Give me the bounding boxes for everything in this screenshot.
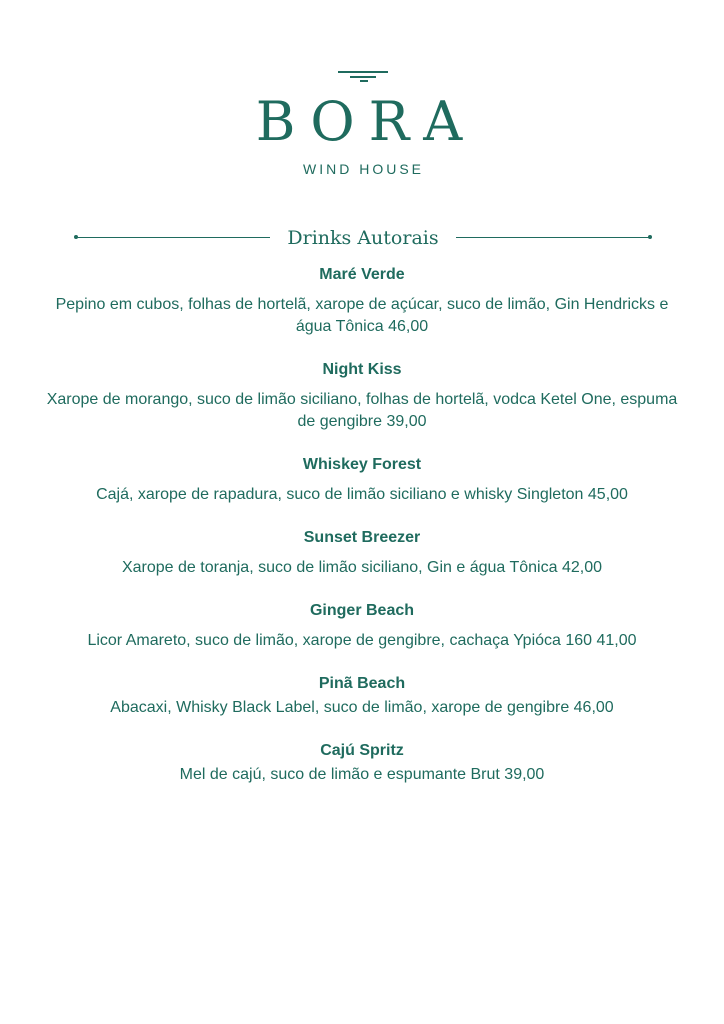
item-description: Cajá, xarope de rapadura, suco de limão siciliano e whisky Singleton 45,00 bbox=[96, 486, 628, 503]
item-description: Abacaxi, Whisky Black Label, suco de limão, xarope de gengibre 46,00 bbox=[110, 699, 614, 716]
item-description: Licor Amareto, suco de limão, xarope de gengibre, cachaça Ypióca 160 41,00 bbox=[87, 632, 637, 649]
section-header bbox=[74, 224, 652, 252]
menu-item-ginger-beach bbox=[40, 600, 684, 652]
item-name: Whiskey Forest bbox=[302, 456, 422, 473]
divider-line-right bbox=[456, 237, 650, 238]
menu-item-caju-spritz bbox=[40, 740, 684, 786]
item-name: Night Kiss bbox=[322, 361, 402, 378]
item-description: Mel de cajú, suco de limão e espumante Brut 39,00 bbox=[179, 766, 545, 783]
wind-lines-icon bbox=[336, 70, 390, 82]
item-description: Xarope de morango, suco de limão siciliano, folhas de hortelã, vodca Ketel One, espuma de gengibre 39,00 bbox=[46, 391, 678, 430]
item-name: Ginger Beach bbox=[309, 602, 415, 619]
item-name: Pinã Beach bbox=[318, 675, 406, 692]
brand-name: BORA bbox=[255, 90, 477, 153]
brand-logo bbox=[0, 0, 724, 190]
divider-dot-right bbox=[648, 235, 652, 239]
item-name: Sunset Breezer bbox=[303, 529, 421, 546]
section-title: Drinks Autorais bbox=[287, 227, 439, 249]
menu-item-night-kiss bbox=[40, 359, 684, 433]
brand-subtitle: WIND HOUSE bbox=[303, 161, 424, 177]
menu-item-mare-verde bbox=[40, 264, 684, 338]
menu-item-sunset-breezer bbox=[40, 527, 684, 579]
menu-item-whiskey-forest bbox=[40, 454, 684, 506]
item-description: Pepino em cubos, folhas de hortelã, xarope de açúcar, suco de limão, Gin Hendricks e água Tônica 46,00 bbox=[55, 296, 669, 335]
item-description: Xarope de toranja, suco de limão siciliano, Gin e água Tônica 42,00 bbox=[121, 559, 602, 576]
item-name: Maré Verde bbox=[319, 266, 405, 283]
drinks-menu bbox=[40, 264, 684, 807]
menu-item-pina-beach bbox=[40, 673, 684, 719]
item-name: Cajú Spritz bbox=[320, 742, 404, 759]
